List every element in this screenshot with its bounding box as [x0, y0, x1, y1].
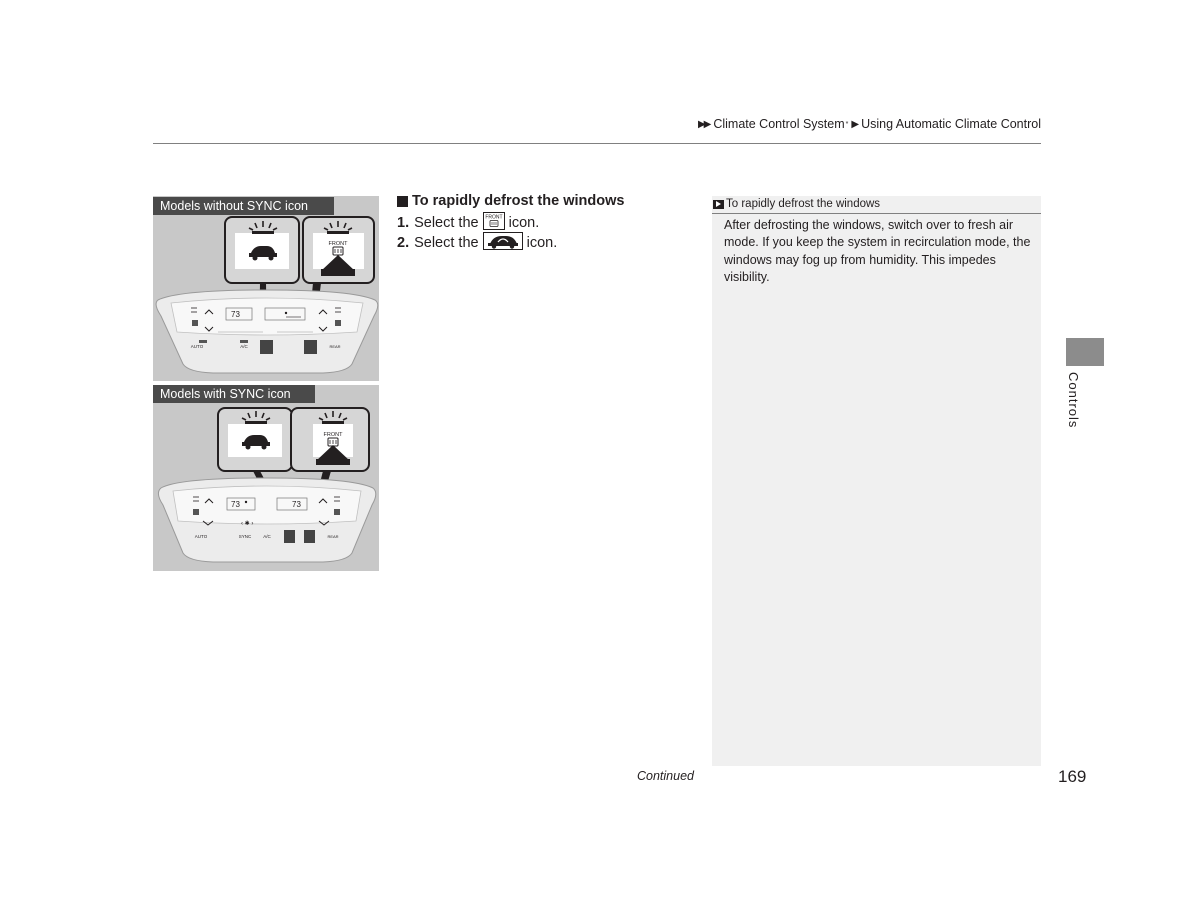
side-note — [712, 196, 1041, 766]
page-number: 169 — [1058, 767, 1087, 786]
chapter-tab-label: Controls — [1066, 372, 1081, 429]
btn-auto-2: AUTO — [194, 534, 208, 539]
note-title-text: To rapidly defrost the windows — [726, 198, 881, 210]
temp-left-1: 73 — [231, 310, 240, 319]
climate-panel-illustration — [153, 196, 379, 381]
figure-with-sync — [153, 385, 379, 571]
step-1-post: icon. — [508, 215, 540, 231]
recirculation-icon — [483, 232, 523, 254]
btn-rear-1: REAR — [329, 344, 341, 349]
figure-label-without-sync: Models without SYNC icon — [153, 197, 334, 215]
front-label-2: FRONT — [323, 432, 343, 438]
optional-feature-asterisk: * — [845, 120, 849, 128]
section-heading-text: To rapidly defrost the windows — [412, 193, 625, 209]
step-2 — [397, 232, 557, 254]
step-2-number: 2. — [397, 235, 410, 251]
breadcrumb — [698, 117, 1041, 131]
section-heading — [397, 193, 624, 209]
square-bullet-icon — [397, 196, 408, 207]
step-1 — [397, 212, 539, 234]
step-1-pre: Select the — [414, 215, 479, 231]
figure-without-sync — [153, 196, 379, 381]
front-label-inline: FRONT — [484, 214, 503, 221]
step-1-number: 1. — [397, 215, 410, 231]
breadcrumb-part2: Using Automatic Climate Control — [861, 117, 1041, 131]
figure-label-with-sync: Models with SYNC icon — [153, 385, 315, 403]
btn-rear-2: REAR — [327, 534, 339, 539]
front-defrost-icon — [483, 212, 505, 234]
step-2-pre: Select the — [414, 235, 479, 251]
btn-sync-2: SYNC — [238, 534, 252, 539]
continued-label: Continued — [637, 769, 694, 783]
btn-auto-1: AUTO — [190, 344, 204, 349]
front-label-1: FRONT — [328, 241, 348, 247]
breadcrumb-part1: Climate Control System — [713, 117, 845, 131]
temp-right-2: 73 — [292, 500, 301, 509]
btn-ac-1: A/C — [240, 344, 248, 349]
step-2-post: icon. — [526, 235, 558, 251]
note-title — [712, 196, 1041, 214]
svg-text:‹ ✱ ›: ‹ ✱ › — [241, 521, 254, 527]
chapter-tab-marker — [1066, 338, 1104, 366]
breadcrumb-arrow-icon: ▶▶ — [697, 118, 710, 130]
btn-ac-2: A/C — [263, 534, 271, 539]
note-body: After defrosting the windows, switch over to fresh air mode. If you keep the system in recirculation mode, the windows may fog up from humidity. This impedes visibility. — [724, 218, 1031, 284]
breadcrumb-separator-icon: ▶ — [851, 118, 858, 130]
header-rule — [153, 143, 1041, 144]
note-reference-icon — [713, 200, 724, 209]
temp-left-2: 73 — [231, 500, 240, 509]
climate-panel-sync-illustration — [153, 385, 379, 571]
